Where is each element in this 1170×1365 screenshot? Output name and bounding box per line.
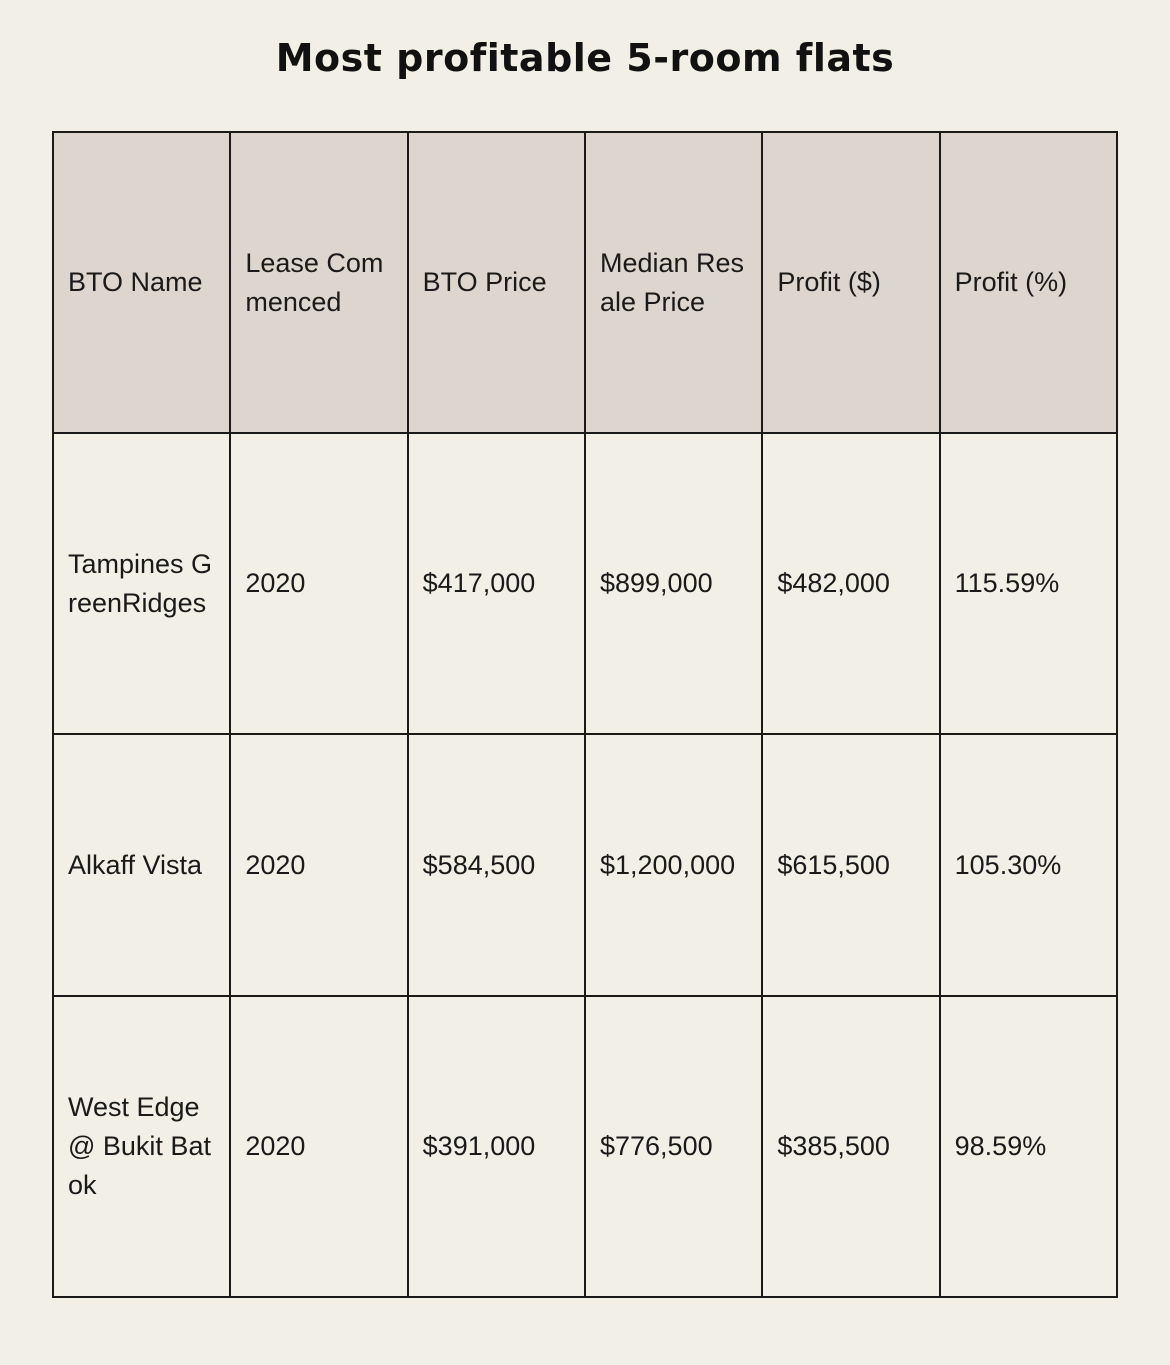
cell-lease-commenced: 2020 <box>230 433 407 734</box>
cell-median-resale-price: $776,500 <box>585 996 762 1297</box>
cell-bto-price: $584,500 <box>408 734 585 996</box>
header-profit-percent: Profit (%) <box>940 132 1117 433</box>
header-bto-name: BTO Name <box>53 132 230 433</box>
cell-profit-percent: 98.59% <box>940 996 1117 1297</box>
header-profit-dollars: Profit ($) <box>762 132 939 433</box>
cell-bto-name: West Edge @ Bukit Batok <box>53 996 230 1297</box>
cell-bto-name: Alkaff Vista <box>53 734 230 996</box>
header-bto-price: BTO Price <box>408 132 585 433</box>
cell-lease-commenced: 2020 <box>230 996 407 1297</box>
table-header-row <box>53 132 1117 433</box>
cell-profit-percent: 115.59% <box>940 433 1117 734</box>
table-row <box>53 734 1117 996</box>
header-median-resale-price: Median Resale Price <box>585 132 762 433</box>
table-row <box>53 996 1117 1297</box>
page-title: Most profitable 5-room flats <box>275 36 895 80</box>
cell-profit-dollars: $482,000 <box>762 433 939 734</box>
cell-profit-percent: 105.30% <box>940 734 1117 996</box>
table-row <box>53 433 1117 734</box>
flats-table <box>52 131 1118 1298</box>
cell-median-resale-price: $899,000 <box>585 433 762 734</box>
cell-bto-price: $417,000 <box>408 433 585 734</box>
cell-bto-price: $391,000 <box>408 996 585 1297</box>
cell-median-resale-price: $1,200,000 <box>585 734 762 996</box>
cell-bto-name: Tampines GreenRidges <box>53 433 230 734</box>
cell-profit-dollars: $615,500 <box>762 734 939 996</box>
header-lease-commenced: Lease Commenced <box>230 132 407 433</box>
cell-lease-commenced: 2020 <box>230 734 407 996</box>
cell-profit-dollars: $385,500 <box>762 996 939 1297</box>
